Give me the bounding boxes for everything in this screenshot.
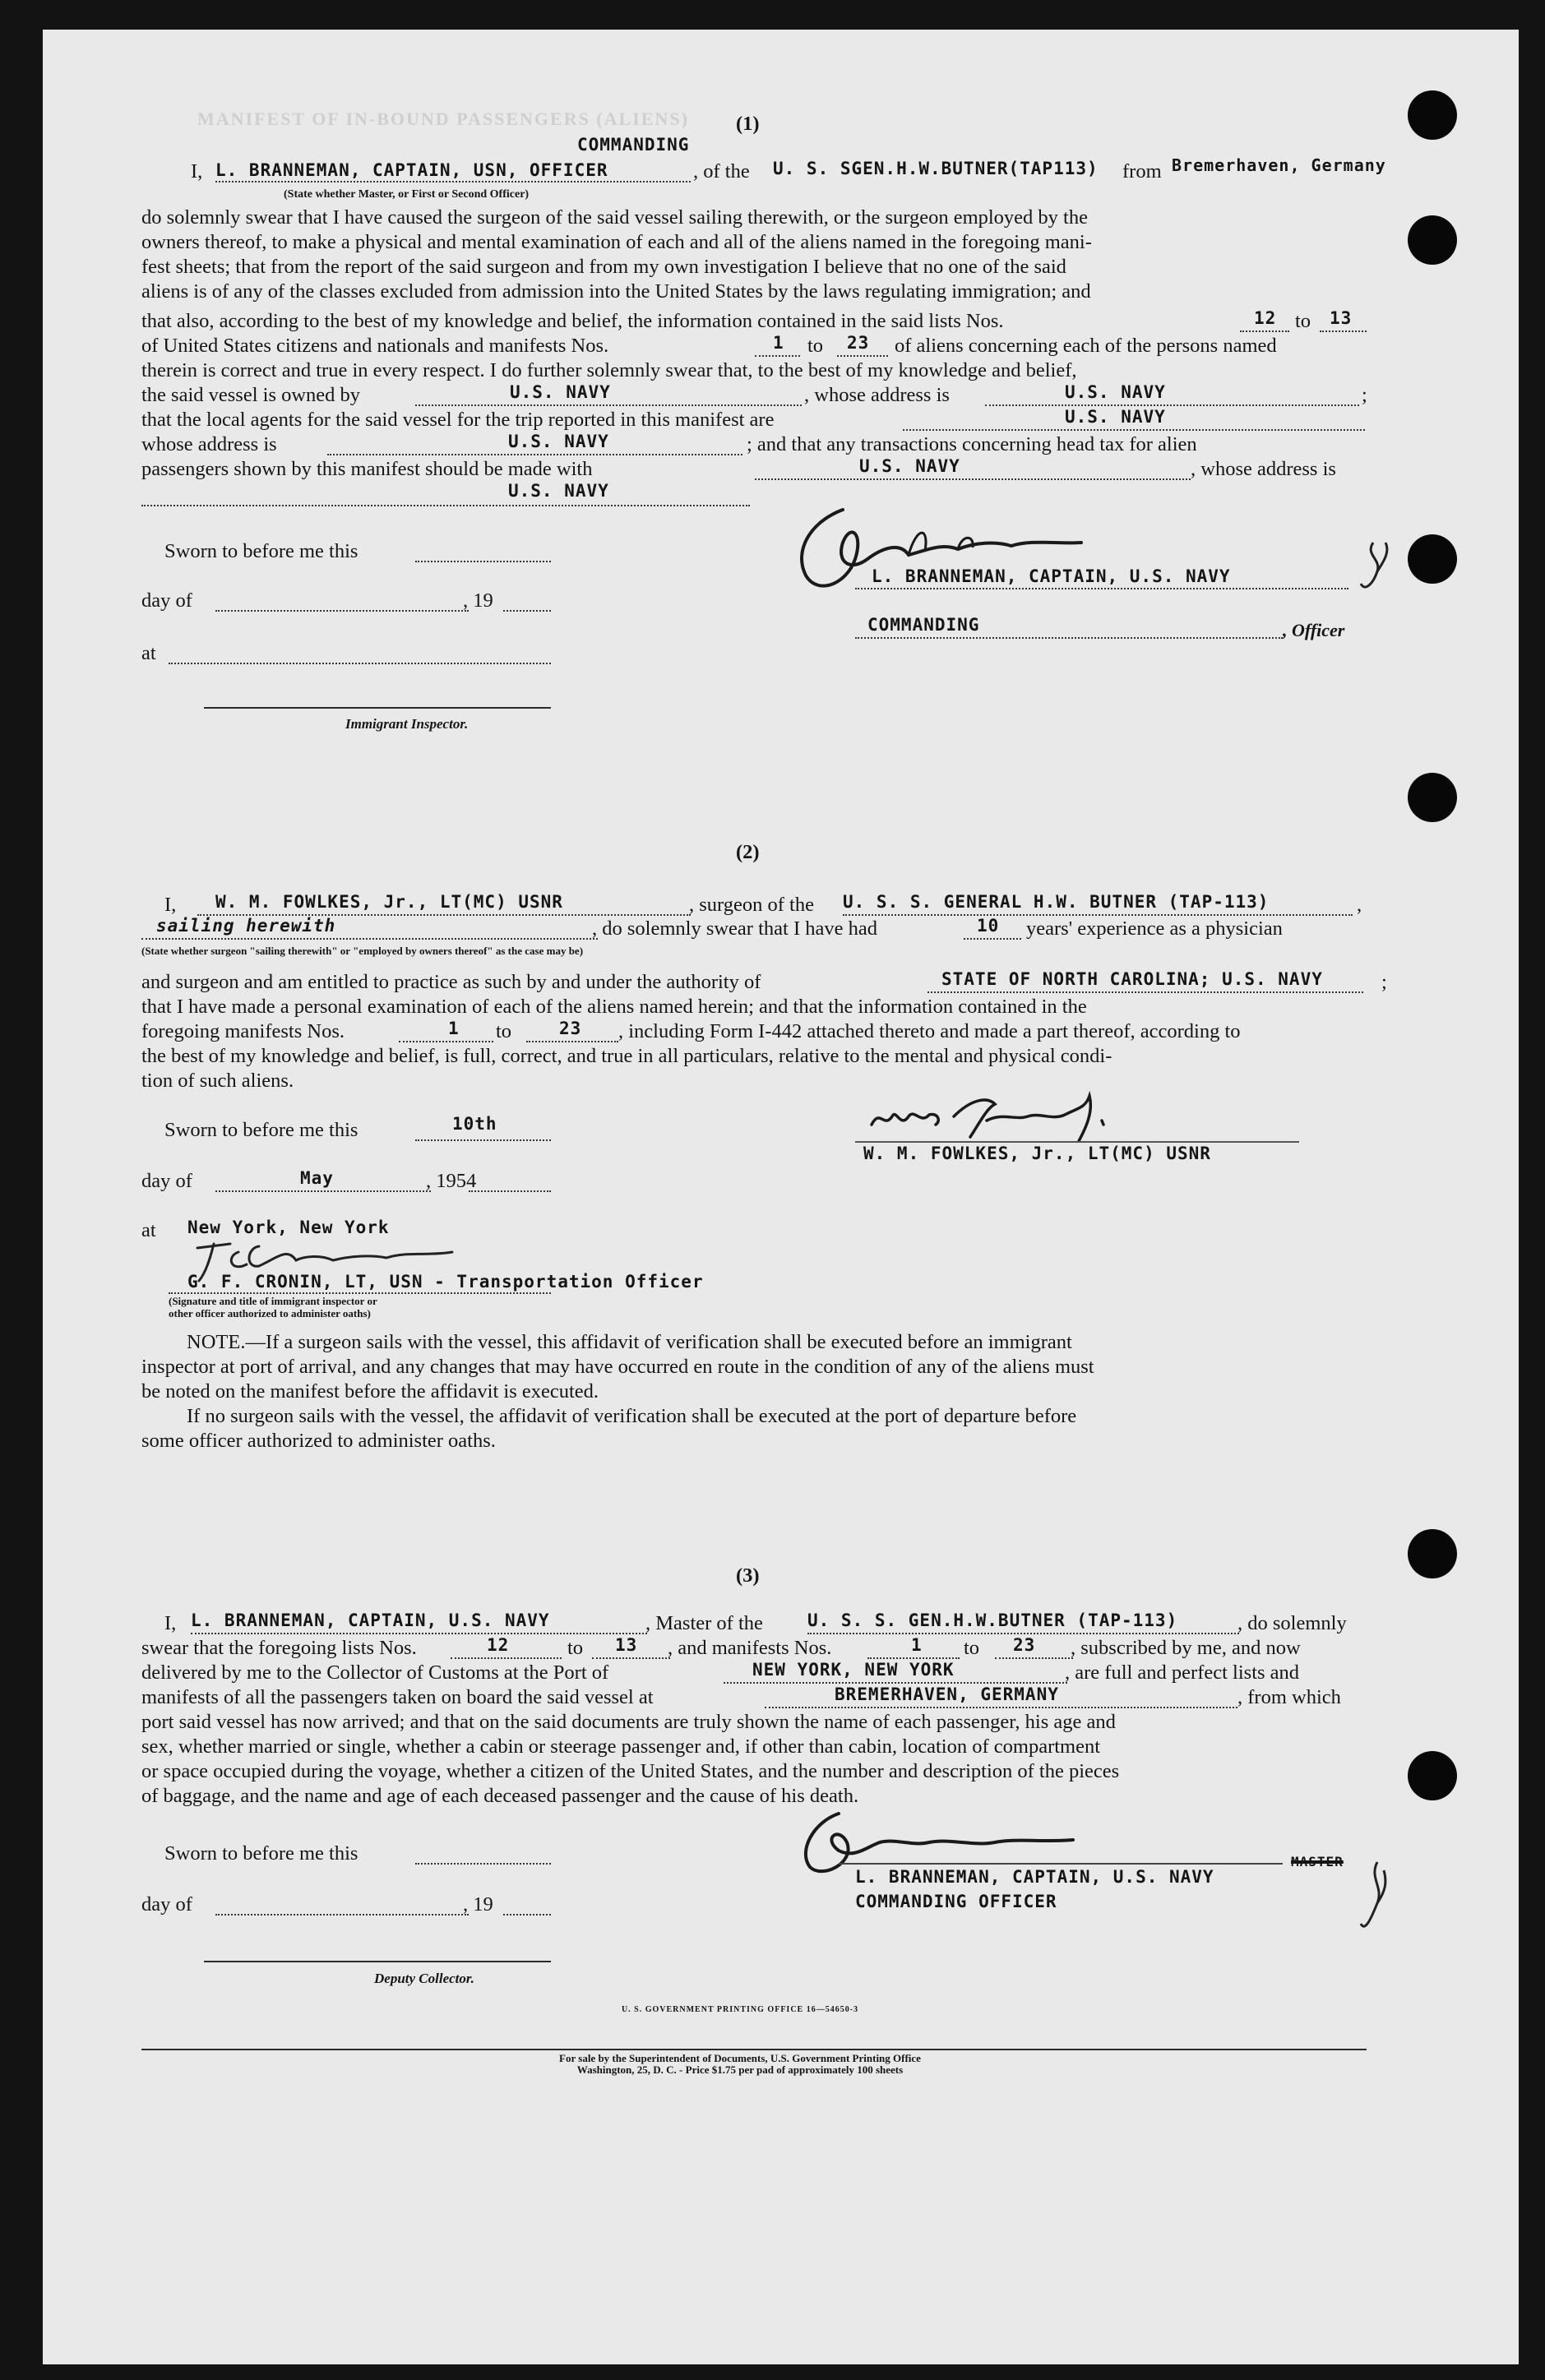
fill-line <box>415 561 551 562</box>
sworn-label: Sworn to before me this <box>164 540 358 562</box>
punch-hole <box>1408 1529 1457 1578</box>
text-line: do solemnly swear that I have caused the surgeon of the said vessel sailing therewith, or the surgeon employed by the <box>141 206 1088 229</box>
signer-name-2: W. M. FOWLKES, Jr., LT(MC) USNR <box>863 1144 1211 1163</box>
fill-line <box>526 1041 618 1042</box>
year: , 1954 <box>426 1170 477 1192</box>
text-line: port said vessel has now arrived; and that on the said documents are truly shown the name of each passenger, his age and <box>141 1711 1116 1733</box>
text-line: of aliens concerning each of the persons named <box>895 335 1277 357</box>
text-line: , do solemnly swear that I have had <box>592 917 877 940</box>
semicolon: ; <box>1362 384 1367 406</box>
comma: , <box>1357 894 1362 916</box>
punch-hole <box>1408 1751 1457 1800</box>
note-line: NOTE.—If a surgeon sails with the vessel, this affidavit of verification shall be executed before an immigrant <box>187 1331 1072 1353</box>
headtax-address: U.S. NAVY <box>508 481 609 501</box>
text-line: tion of such aliens. <box>141 1070 294 1092</box>
fill-line <box>995 1657 1073 1659</box>
to-word: to <box>1295 310 1311 332</box>
sworn-day: 10th <box>452 1114 497 1134</box>
inspector-caption: Immigrant Inspector. <box>345 716 469 732</box>
owner-address: U.S. NAVY <box>1065 382 1166 402</box>
year-prefix: , 19 <box>463 1893 493 1916</box>
i-word: I, <box>164 894 177 916</box>
officer-word: , Officer <box>1283 620 1345 640</box>
faded-header: MANIFEST OF IN-BOUND PASSENGERS (ALIENS) <box>197 109 689 129</box>
text-line: , and manifests Nos. <box>668 1637 832 1659</box>
fill-line <box>415 404 802 406</box>
manifests-from: 1 <box>773 333 784 353</box>
check-mark <box>1357 534 1398 600</box>
status-caption: (State whether surgeon "sailing therewith" or "employed by owners thereof" as the case may be) <box>141 945 584 957</box>
note-text <box>141 1330 1367 1453</box>
text-line: aliens is of any of the classes excluded from admission into the United States by the laws regulating immigration; and <box>141 280 1091 303</box>
day-of-label: day of <box>141 589 192 612</box>
text-line: that the local agents for the said vessel for the trip reported in this manifest are <box>141 409 775 431</box>
surgeon-of: , surgeon of the <box>689 894 814 916</box>
sworn-label: Sworn to before me this <box>164 1119 358 1141</box>
section-number: (3) <box>736 1564 760 1587</box>
signer-title-1: COMMANDING <box>867 615 980 635</box>
at-label: at <box>141 642 156 664</box>
text-line: , subscribed by me, and now <box>1071 1637 1301 1659</box>
fill-line <box>141 505 750 506</box>
day-of-label: day of <box>141 1170 192 1192</box>
fill-line <box>215 610 469 612</box>
footer-rule <box>141 2049 1367 2050</box>
text-line: that I have made a personal examination of each of the aliens named herein; and that the information contained in the <box>141 996 1087 1018</box>
affidavit-text-1 <box>141 206 1367 304</box>
lists-from: 12 <box>1254 308 1277 328</box>
surgeon-status: sailing herewith <box>156 916 336 936</box>
signer-title-3: COMMANDING OFFICER <box>855 1892 1057 1911</box>
text-line: , do solemnly <box>1237 1612 1347 1634</box>
punch-hole <box>1408 90 1457 140</box>
punch-hole <box>1408 215 1457 265</box>
fill-line <box>985 404 1359 406</box>
fill-line <box>399 1041 493 1042</box>
departure-port: Bremerhaven, Germany <box>1172 155 1386 175</box>
text-line: , Master of the <box>645 1612 763 1634</box>
at-label: at <box>141 1219 156 1241</box>
vessel-name-2: U. S. S. GENERAL H.W. BUTNER (TAP-113) <box>843 892 1270 912</box>
manifests-from-3: 1 <box>911 1635 923 1655</box>
surgeon-name: W. M. FOWLKES, Jr., LT(MC) USNR <box>215 892 563 912</box>
lists-to: 13 <box>1330 308 1353 328</box>
text-line: foregoing manifests Nos. <box>141 1020 345 1042</box>
text-line: fest sheets; that from the report of the said surgeon and from my own investigation I believe that no one of the said <box>141 256 1066 278</box>
fill-line <box>755 478 1191 480</box>
punch-hole <box>1408 773 1457 822</box>
text-line: , including Form I-442 attached thereto and made a part thereof, according to <box>618 1020 1241 1042</box>
text-line: ; and that any transactions concerning head tax for alien <box>747 433 1197 455</box>
to-word: to <box>496 1020 512 1042</box>
manifests-from-2: 1 <box>448 1019 460 1038</box>
signature-line <box>204 1961 551 1962</box>
sale-line-2: Washington, 25, D. C. - Price $1.75 per pad of approximately 100 sheets <box>576 2063 904 2076</box>
fill-line <box>503 1914 551 1916</box>
fill-line <box>415 1139 551 1141</box>
fill-line <box>855 637 1283 639</box>
section-number: (1) <box>736 113 760 135</box>
to-word: to <box>807 335 824 357</box>
agents: U.S. NAVY <box>1065 407 1166 427</box>
text-line: , from which <box>1237 1686 1341 1708</box>
fill-line <box>855 1141 1299 1143</box>
agents-address: U.S. NAVY <box>508 432 609 451</box>
fill-line <box>837 355 888 357</box>
lists-to-3: 13 <box>615 1635 638 1655</box>
fill-line <box>415 1863 551 1865</box>
text-line: manifests of all the passengers taken on board the said vessel at <box>141 1686 654 1708</box>
section-number: (2) <box>736 841 760 863</box>
headtax-with: U.S. NAVY <box>859 456 960 476</box>
vessel-name-3: U. S. S. GEN.H.W.BUTNER (TAP-113) <box>807 1611 1178 1630</box>
sworn-label: Sworn to before me this <box>164 1842 358 1865</box>
text-line: the said vessel is owned by <box>141 384 361 406</box>
text-line: of United States citizens and nationals and manifests Nos. <box>141 335 609 357</box>
fill-line <box>169 1292 551 1294</box>
text-line: owners thereof, to make a physical and mental examination of each and all of the aliens named in the foregoing mani- <box>141 231 1092 253</box>
fill-line <box>592 1657 670 1659</box>
affidavit-text-3 <box>141 1710 1367 1809</box>
officer-caption: (Signature and title of immigrant inspector or <box>169 1295 377 1307</box>
signer-name-3: L. BRANNEMAN, CAPTAIN, U.S. NAVY <box>855 1867 1214 1887</box>
fill-line <box>1240 330 1289 332</box>
punch-hole <box>1408 534 1457 584</box>
text-line: sex, whether married or single, whether a cabin or steerage passenger and, if other than cabin, location of compartment <box>141 1735 1101 1758</box>
master-name-3: L. BRANNEMAN, CAPTAIN, U.S. NAVY <box>191 1611 550 1630</box>
text-line: swear that the foregoing lists Nos. <box>141 1637 417 1659</box>
text-line: years' experience as a physician <box>1026 917 1283 940</box>
arrival-port: NEW YORK, NEW YORK <box>752 1660 955 1680</box>
printing-office: U. S. GOVERNMENT PRINTING OFFICE 16—54650-3 <box>621 2005 859 2014</box>
master-name: L. BRANNEMAN, CAPTAIN, USN, OFFICER <box>215 160 608 180</box>
fill-line <box>327 454 742 455</box>
note-line: some officer authorized to administer oaths. <box>141 1430 496 1452</box>
i-word: I, <box>164 1612 177 1634</box>
check-mark <box>1353 1858 1394 1948</box>
owner: U.S. NAVY <box>510 382 611 402</box>
fill-line <box>964 938 1021 940</box>
signature-line <box>204 707 551 709</box>
text-line: or space occupied during the voyage, whether a citizen of the United States, and the number and description of the pieces <box>141 1760 1120 1782</box>
fill-line <box>503 610 551 612</box>
text-line: of baggage, and the name and age of each deceased passenger and the cause of his death. <box>141 1785 859 1807</box>
manifests-to: 23 <box>847 333 870 353</box>
officer-caption: other officer authorized to administer oaths) <box>169 1307 371 1319</box>
authority: STATE OF NORTH CAROLINA; U.S. NAVY <box>941 969 1323 989</box>
month: May <box>300 1168 334 1188</box>
text-line: delivered by me to the Collector of Customs at the Port of <box>141 1661 609 1684</box>
collector-caption: Deputy Collector. <box>374 1971 474 1986</box>
struck-master: MASTER <box>1291 1854 1344 1869</box>
of-the: , of the <box>693 160 750 183</box>
text-line: , are full and perfect lists and <box>1065 1661 1300 1684</box>
text-line: that also, according to the best of my knowledge and belief, the information contained in the said lists Nos. <box>141 310 1004 332</box>
fowlkes-signature <box>863 1084 1118 1145</box>
name-caption: (State whether Master, or First or Second Officer) <box>284 188 530 201</box>
fill-line <box>839 1863 1283 1865</box>
year-prefix: , 19 <box>463 589 493 612</box>
from-word: from <box>1122 160 1162 183</box>
departure-port-3: BREMERHAVEN, GERMANY <box>835 1684 1059 1704</box>
fill-line <box>191 1633 647 1634</box>
fill-line <box>755 355 800 357</box>
day-of-label: day of <box>141 1893 192 1916</box>
manifests-to-2: 23 <box>559 1019 582 1038</box>
to-word: to <box>964 1637 980 1659</box>
manifests-to-3: 23 <box>1013 1635 1036 1655</box>
fill-line <box>1320 330 1367 332</box>
fill-line <box>855 588 1348 589</box>
text-line: the best of my knowledge and belief, is full, correct, and true in all particulars, relative to the mental and physical condi- <box>141 1045 1112 1067</box>
signer-name-1: L. BRANNEMAN, CAPTAIN, U.S. NAVY <box>872 566 1231 586</box>
text-line: , whose address is <box>804 384 950 406</box>
i-word: I, <box>191 160 203 183</box>
note-line: inspector at port of arrival, and any changes that may have occurred en route in the condition of any of the aliens must <box>141 1356 1094 1378</box>
fill-line <box>843 914 1353 916</box>
text-line: , whose address is <box>1191 458 1336 480</box>
note-line: be noted on the manifest before the affidavit is executed. <box>141 1380 599 1403</box>
rank-above: COMMANDING <box>577 135 690 155</box>
semicolon: ; <box>1381 971 1387 993</box>
vessel-name: U. S. SGEN.H.W.BUTNER(TAP113) <box>773 159 1099 178</box>
text-line: passengers shown by this manifest should be made with <box>141 458 593 480</box>
text-line: whose address is <box>141 433 277 455</box>
fill-line <box>903 429 1365 431</box>
sale-line-1: For sale by the Superintendent of Documents, U.S. Government Printing Office <box>559 2052 921 2064</box>
note-line: If no surgeon sails with the vessel, the affidavit of verification shall be executed at the port of departure before <box>187 1405 1077 1427</box>
fill-line <box>927 991 1363 993</box>
text-line: therein is correct and true in every respect. I do further solemnly swear that, to the best of my knowledge and belief, <box>141 359 1077 381</box>
fill-line <box>765 1707 1237 1708</box>
fill-line <box>169 663 551 664</box>
fill-line <box>215 1190 431 1192</box>
to-word: to <box>567 1637 584 1659</box>
years: 10 <box>977 916 1000 936</box>
fill-line <box>215 1914 469 1916</box>
fill-line <box>451 1657 562 1659</box>
text-line: and surgeon and am entitled to practice as such by and under the authority of <box>141 971 761 993</box>
oath-place: New York, New York <box>187 1218 390 1237</box>
lists-from-3: 12 <box>487 1635 510 1655</box>
oath-officer: G. F. CRONIN, LT, USN - Transportation Officer <box>187 1272 704 1292</box>
fill-line <box>469 1190 551 1192</box>
